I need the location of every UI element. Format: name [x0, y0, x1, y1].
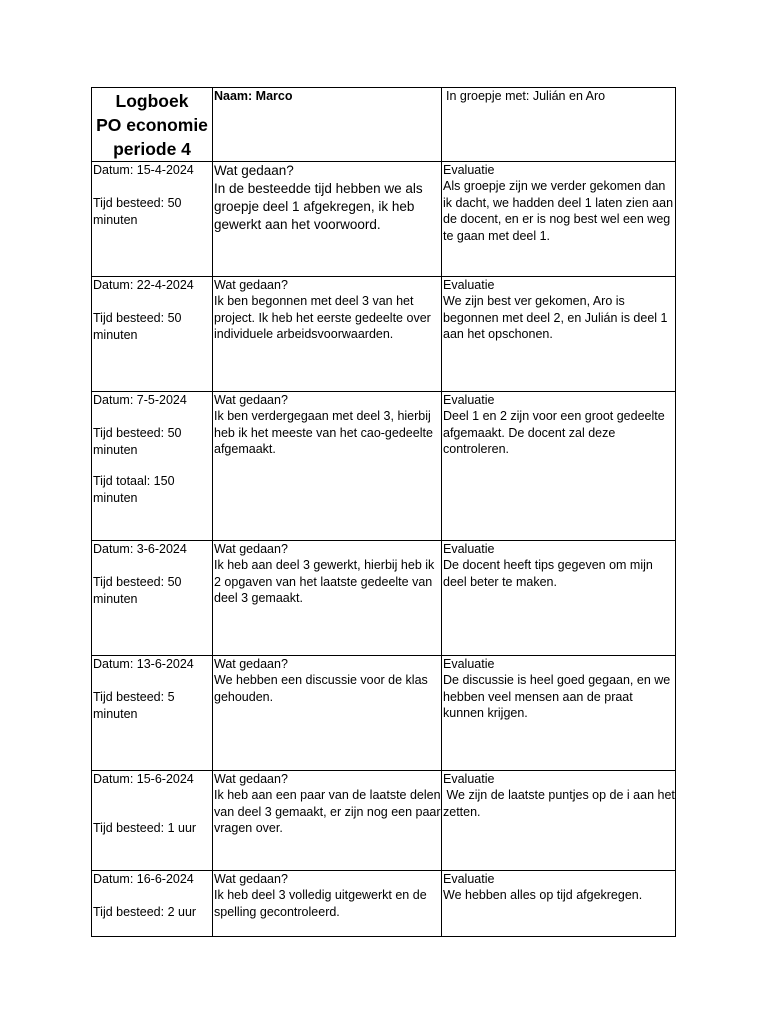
evaluation-heading: Evaluatie	[443, 772, 495, 786]
table-row	[92, 541, 676, 656]
entry-date: Datum: 15-4-2024	[93, 163, 194, 177]
evaluation-text: Deel 1 en 2 zijn voor een groot gedeelte afgemaakt. De docent zal deze controleren.	[443, 409, 665, 457]
evaluation-text: We zijn de laatste puntjes op de i aan het zetten.	[443, 788, 679, 819]
evaluation-heading: Evaluatie	[443, 872, 495, 886]
group-members: In groepje met: Julián en Aro	[442, 88, 676, 162]
evaluation-cell	[442, 162, 676, 277]
evaluation-text: We hebben alles op tijd afgekregen.	[443, 888, 643, 903]
done-cell	[213, 541, 442, 656]
date-cell	[92, 656, 213, 771]
header-row	[92, 88, 676, 162]
date-cell	[92, 392, 213, 541]
done-text: Ik heb aan deel 3 gewerkt, hierbij heb ik 2 opgaven van het laatste gedeelte van deel 3 gemaakt.	[214, 558, 435, 606]
entry-time-spent: Tijd besteed: 50 minuten	[93, 196, 182, 227]
date-cell	[92, 541, 213, 656]
evaluation-cell	[442, 277, 676, 392]
title-line: Logboek	[115, 91, 189, 111]
done-text: Ik ben verdergegaan met deel 3, hierbij heb ik het meeste van het cao-gedeelte afgemaakt.	[214, 409, 433, 457]
title-line: periode 4	[113, 139, 191, 159]
entry-time-spent: Tijd besteed: 5 minuten	[93, 690, 175, 721]
entry-time-spent: Tijd besteed: 2 uur	[93, 905, 197, 920]
evaluation-text: We zijn best ver gekomen, Aro is begonnen met deel 2, en Julián is deel 1 aan het opschonen.	[443, 294, 668, 342]
done-cell	[213, 277, 442, 392]
evaluation-cell	[442, 392, 676, 541]
done-cell	[213, 392, 442, 541]
done-heading: Wat gedaan?	[214, 872, 288, 886]
done-text: Ik heb deel 3 volledig uitgewerkt en de spelling gecontroleerd.	[214, 888, 427, 919]
done-text: We hebben een discussie voor de klas gehouden.	[214, 673, 428, 704]
table-row	[92, 871, 676, 937]
evaluation-heading: Evaluatie	[443, 163, 495, 177]
done-heading: Wat gedaan?	[214, 657, 288, 671]
table-row	[92, 277, 676, 392]
done-heading: Wat gedaan?	[214, 163, 294, 178]
done-cell	[213, 871, 442, 937]
evaluation-heading: Evaluatie	[443, 542, 495, 556]
done-text: Ik heb aan een paar van de laatste delen van deel 3 gemaakt, er zijn nog een paar vragen over.	[214, 788, 441, 836]
entry-date: Datum: 7-5-2024	[93, 393, 187, 407]
entry-time-total: Tijd totaal: 150 minuten	[93, 474, 175, 505]
done-heading: Wat gedaan?	[214, 542, 288, 556]
done-heading: Wat gedaan?	[214, 393, 288, 407]
evaluation-cell	[442, 656, 676, 771]
evaluation-text: De discussie is heel goed gegaan, en we hebben veel mensen aan de praat kunnen krijgen.	[443, 673, 671, 721]
entry-date: Datum: 13-6-2024	[93, 657, 194, 671]
logbook-title	[92, 88, 213, 162]
table-row	[92, 771, 676, 871]
done-cell	[213, 162, 442, 277]
entry-date: Datum: 22-4-2024	[93, 278, 194, 292]
date-cell	[92, 162, 213, 277]
date-cell	[92, 871, 213, 937]
entry-date: Datum: 3-6-2024	[93, 542, 187, 556]
evaluation-text: De docent heeft tips gegeven om mijn deel beter te maken.	[443, 558, 653, 589]
date-cell	[92, 771, 213, 871]
done-heading: Wat gedaan?	[214, 772, 288, 786]
table-row	[92, 656, 676, 771]
done-text: In de besteedde tijd hebben we als groepje deel 1 afgekregen, ik heb gewerkt aan het voorwoord.	[214, 181, 423, 232]
entry-time-spent: Tijd besteed: 50 minuten	[93, 426, 182, 457]
done-text: Ik ben begonnen met deel 3 van het project. Ik heb het eerste gedeelte over individuele arbeidsvoorwaarden.	[214, 294, 431, 342]
table-row	[92, 162, 676, 277]
done-cell	[213, 656, 442, 771]
entry-time-spent: Tijd besteed: 50 minuten	[93, 575, 182, 606]
evaluation-heading: Evaluatie	[443, 393, 495, 407]
evaluation-heading: Evaluatie	[443, 278, 495, 292]
student-name: Naam: Marco	[213, 88, 442, 162]
done-heading: Wat gedaan?	[214, 278, 288, 292]
logbook-table	[91, 87, 679, 937]
title-line: PO economie	[96, 115, 208, 135]
entry-time-spent: Tijd besteed: 1 uur	[93, 821, 197, 836]
evaluation-text: Als groepje zijn we verder gekomen dan ik dacht, we hadden deel 1 laten zien aan de docent, en er is nog best wel een weg te gaan met deel 1.	[443, 179, 674, 243]
evaluation-heading: Evaluatie	[443, 657, 495, 671]
evaluation-cell	[442, 771, 679, 871]
evaluation-cell	[442, 541, 676, 656]
done-cell	[213, 771, 442, 871]
date-cell	[92, 277, 213, 392]
entry-date: Datum: 15-6-2024	[93, 772, 194, 786]
evaluation-cell	[442, 871, 676, 937]
entry-time-spent: Tijd besteed: 50 minuten	[93, 311, 182, 342]
entry-date: Datum: 16-6-2024	[93, 872, 194, 886]
table-row	[92, 392, 676, 541]
